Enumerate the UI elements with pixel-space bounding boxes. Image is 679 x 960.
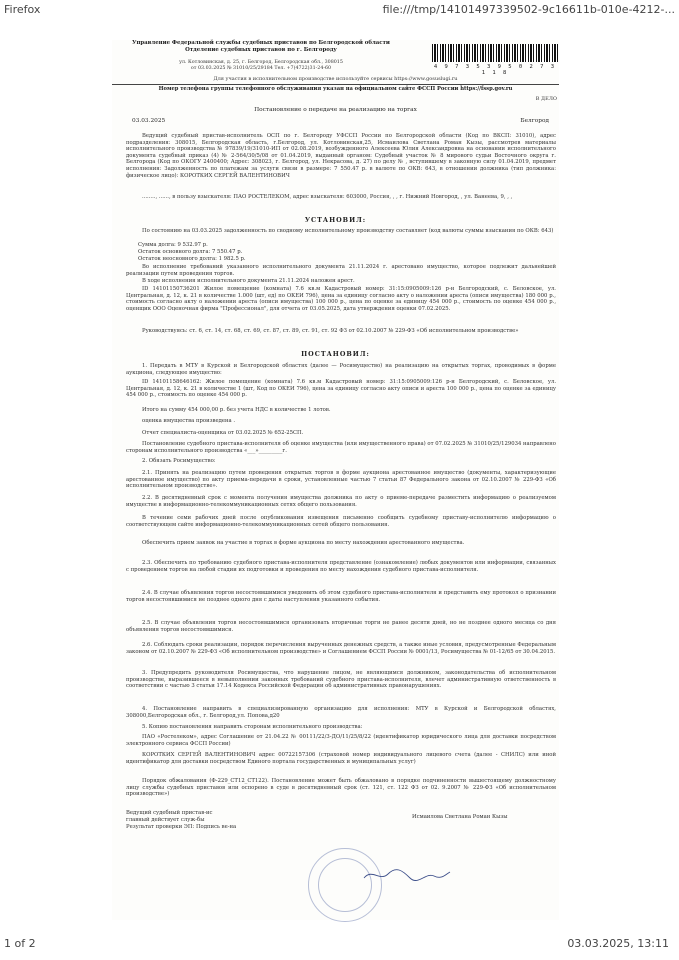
phones-line: от 03.03.2025 № 31010/25/29184 Тел. +7(4722)31-24-60	[190, 65, 332, 71]
debt-sum: Сумма долга: 9 532.97 р.	[138, 242, 208, 248]
recipient-rostelecom: ПАО «Ростелеком», адрес Соглашение от 21.04.22 № 00111/22/3-ДО/11/25/8/22 (идентификатор юридического лица для доставки посредством электронного сервиса ФССП России)	[126, 734, 556, 747]
page-counter: 1 of 2	[4, 937, 36, 950]
intro-paragraph: Ведущий судебный пристав-исполнитель ОСП по г. Белгороду УФССП России по Белгородской области (Код по ВКСП: 31010), адрес подразделения: 308015, Белгородская область, г.Белгород, ул. Котловинская,25, Исмаилова Светлана Роман Кызы, рассмотрев материалы исполнительного производства № 97839/19/31010-ИП от 02.08.2019, возбужденного Алексеева Юлия Александровна на основании исполнительного документа судебный приказ (4) № 2-564/30/5/08 от 01.04.2019, выданный органом: Судебный участок № 8 мирового судьи Восточного округа г. Белгорода (Код по ОКОГУ 2400400; Адрес: 308023, г. Белгород, ул. Некрасова, д. 27) по делу № , вступившему в законную силу 01.04.2019, предмет исполнения: Задолженность по платежам за услуги связи в размере: 7 550.47 р. в валюте по ОКВ: 643, в отношении должника (тип должника: физическое лицо): КОРОТКИХ СЕРГЕЙ ВАЛЕНТИНОВИЧ	[126, 133, 556, 179]
barcode-number: 4 9 7 3 5 3 9 5 0 2 7 3 1 1 8	[433, 64, 557, 76]
browser-name: Firefox	[4, 3, 41, 16]
document-title: Постановление о передаче на реализацию на торгах	[254, 107, 417, 113]
resolution-3: 3. Предупредить руководителя Росимущества, что нарушение лицом, не являющимся должником, законодательства об исполнительном производстве, выразившееся в невыполнении законных требований судебного пристава-исполнителя, влечет административную ответственность в соответствии с частью 3 статьи 17.14 Кодекса Российской Федерации об административных правонарушениях.	[126, 670, 556, 690]
resolution-total: Итого на сумму 454 000,00 р. без учета НДС в количестве 1 лотов.	[142, 407, 331, 413]
document-page	[112, 40, 559, 920]
print-datetime: 03.03.2025, 13:11	[567, 937, 669, 950]
resolution-2-2-notify: В течение семи рабочих дней после опубликования извещения письменно сообщить судебному приставу-исполнителю информацию о соответствующем сайте информационно-телекоммуникационных сетей общего пользования.	[126, 515, 556, 528]
org-address	[112, 60, 410, 71]
signer-name: Исмаилова Светлана Роман Кызы	[412, 814, 508, 820]
resolution-valuation: оценка имущества произведена .	[142, 418, 236, 424]
handwritten-signature	[362, 866, 452, 884]
document-city: Белгород	[520, 118, 549, 124]
resolution-report: Отчет специалиста-оценщика от 03.02.2025 № 652-25СП.	[142, 430, 304, 436]
resolution-valuation-order: Постановление судебного пристава-исполнителя об оценке имущества (или имущественного права) от 07.02.2025 № 31010/25/129034 направлено сторонам исполнительного производства «___»_________г.	[126, 441, 556, 454]
postanovil-heading: ПОСТАНОВИЛ:	[301, 350, 370, 358]
file-url[interactable]: file:///tmp/14101497339502-9c16611b-010e-4212-...	[382, 3, 675, 16]
resolution-5: 5. Копию постановления направить сторонам исполнительного производства:	[142, 724, 363, 730]
dept-line: Отделение судебных приставов по г. Белгороду	[185, 46, 337, 53]
appeal-procedure: Порядок обжалования (Ф-229_СТ12_СТ122). Постановление может быть обжаловано в порядке подчиненности вышестоящему должностному лицу службы судебных приставов или оспорено в суде в десятидневный срок (ст. 121, ст. 122 ФЗ от 02. 9.2007 № 229-ФЗ «Об исполнительном производстве»)	[126, 778, 556, 798]
address-line: ул. Котловинская, д. 25, г. Белгород, Белгородская обл., 308015	[179, 60, 343, 65]
resolution-2-1: 2.1. Принять на реализацию путем проведения открытых торгов в форме аукциона арестованное имущество (документы, характеризующие арестованное имущество) по акту приема-передачи в сроки, установленные частью 7 статьи 87 Федерального закона от 02.10.2007 № 229-ФЗ «Об исполнительном производстве».	[126, 470, 556, 490]
resolution-2-2-applications: Обеспечить прием заявок на участие в торгах в форме аукциона по месту нахождения арестованного имущества.	[142, 540, 465, 546]
org-line: Управление Федеральной службы судебных приставов по Белгородской области	[132, 40, 390, 46]
vdelo-mark: В ДЕЛО	[535, 96, 557, 102]
resolution-1: 1. Передать в МТУ в Курской и Белгородской областях (далее — Росимущество) на реализацию на открытых торгах, проводимых в форме аукциона, следующее имущество:	[126, 363, 556, 376]
signer-role-1: Ведущий судебный пристав-ис	[126, 810, 213, 816]
gosuslugi-line: Для участия в исполнительном производстве используйте сервисы https://www.gosuslugi.ru	[213, 76, 458, 82]
debt-main-rest: Остаток основного долга: 7 550.47 р.	[138, 249, 243, 255]
ustanovil-heading: УСТАНОВИЛ:	[304, 216, 367, 224]
recipient-debtor: КОРОТКИХ СЕРГЕЙ ВАЛЕНТИНОВИЧ адрес 00722157306 (страховой номер индивидуального лицевого счета (далее - СНИЛС) или иной идентификатор для доставки посредством Единого портала государственных и муниципальных услуг)	[126, 752, 556, 765]
document-date: 03.03.2025	[132, 118, 166, 124]
signer-role-2: главный действует служ-бы	[126, 817, 205, 823]
resolution-2-2: 2.2. В десятидневный срок с момента получения имущества должника по акту о приеме-передаче разместить информацию о реализуемом имуществе в информационно-телекоммуникационных сетях общего пользования.	[126, 495, 556, 508]
property-paragraph: ID 14101150736201 Жилое помещение (комната) 7.6 кв.м Кадастровый номер: 31:15:0905009:126 р-н Белгородский, с. Беловское, ул. Центральная, д. 12, к. 21 в количестве 1.000 (шт, ед) по ОКЕИ 796), цена за единицу согласно акту о наложении ареста (описи имущества) 180 000 р., стоимость согласно акту о наложении ареста (описи имущества) 100 000 р., цена по оценке за единицу 454 000 р., стоимость по оценке 454 000 р., оценщик ООО Оценочная фирма "Профессионал", для отчета от 03.05.2025, дата утверждения оценки 07.02.2025.	[126, 286, 556, 312]
resolution-2-3: 2.3. Обеспечить по требованию судебного пристава-исполнителя представление (ознакомление) любых документов или информации, связанных с проведением торгов на любой стадии их подготовки и проведения по месту нахождения судебного пристава-исполнителя.	[126, 560, 556, 573]
resolution-4: 4. Постановление направить в специализированную организацию для исполнения: МТУ в Курской и Белгородской областях, 308000,Белгородская обл., г. Белгород,ул. Попова,д20	[126, 706, 556, 719]
resolution-2-6: 2.6. Соблюдать сроки реализации, порядок перечисления вырученных денежных средств, а также иные условия, предусмотренные Федеральным законом от 02.10.2007 № 229-ФЗ «Об исполнительном производстве» и Соглашением ФССП России № 0001/13, Росимущества № 01-12/65 от 30.04.2015.	[126, 642, 556, 655]
debt-other-rest: Остаток неосновного долга: 1 982.5 р.	[138, 256, 246, 262]
header-divider	[112, 84, 559, 85]
signature-check: Результат проверки ЭП: Подпись ве-на	[126, 824, 237, 830]
arrest-paragraph: Во исполнение требований указанного исполнительного документа 21.11.2024 г. арестовано имущество, которое подлежит дальнейшей реализации путем проведения торгов.	[126, 264, 556, 277]
debt-paragraph: По состоянию на 03.03.2025 задолженность по сводному исполнительному производству составляет (код валюты суммы взыскания по ОКВ: 643)	[142, 228, 554, 234]
arrest-date: В ходе исполнения исполнительного документа 21.11.2024 наложен арест.	[142, 278, 355, 284]
legal-basis: Руководствуясь: ст. 6, ст. 14, ст. 68, ст. 69, ст. 87, ст. 89, ст. 91, ст. 92 ФЗ от 02.10.2007 № 229-ФЗ «Об исполнительном производстве»	[142, 328, 519, 334]
resolution-property: ID 14101158646162: Жилое помещение (комната) 7.6 кв.м Кадастровый номер: 31:15:0905009:126 р-н Белгородский, с. Беловское, ул. Центральная, д. 12, к. 21 в количестве 1 (шт, Код по ОКЕИ 796), цена за единицу согласно акту описи и ареста 100 000 р., цена по оценке за единицу 454 000 р., стоимость по оценке 454 000 р.	[126, 379, 556, 399]
phone-line: Номер телефона группы телефонного обслуживания указан на официальном сайте ФССП России https://fssp.gov.ru	[158, 86, 513, 92]
org-name	[112, 40, 410, 53]
resolution-2: 2. Обязать Росимущество:	[142, 458, 216, 464]
barcode	[432, 44, 558, 62]
resolution-2-4: 2.4. В случае объявления торгов несостоявшимися уведомить об этом судебного пристава-исполнителя и представить ему протокол о признании торгов несостоявшимися не позднее одного дня с даты наступления указанного события.	[126, 590, 556, 603]
creditor-paragraph: ........, ......, в пользу взыскателя: ПАО РОСТЕЛЕКОМ, адрес взыскателя: 603000, Россия, , , г. Нижний Новгород, , ул. Ванеева, 9, , ,	[142, 194, 513, 200]
resolution-2-5: 2.5. В случае объявления торгов несостоявшимися организовать вторичные торги не ранее десяти дней, но не позднее одного месяца со дня объявления торгов несостоявшимися.	[126, 620, 556, 633]
